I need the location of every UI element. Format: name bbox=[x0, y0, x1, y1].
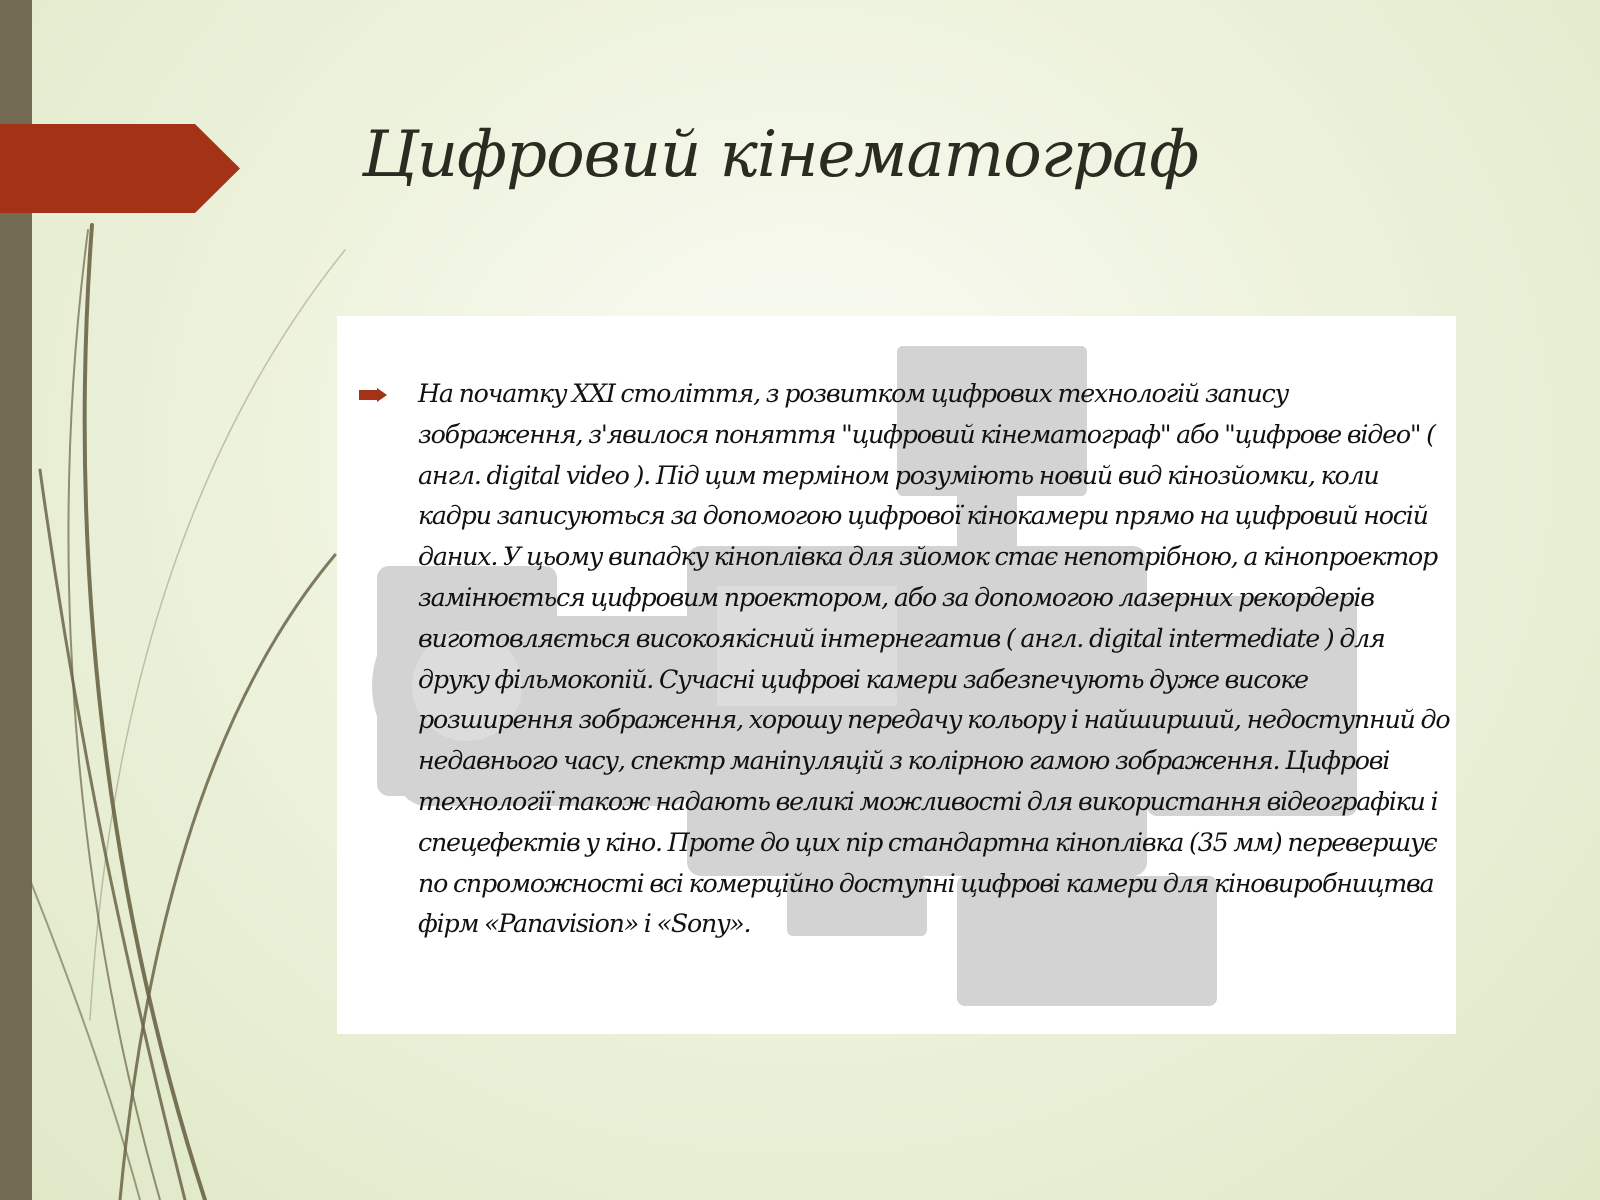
title-arrow-icon bbox=[0, 124, 240, 213]
slide-title: Цифровий кінематограф bbox=[362, 118, 1199, 192]
body-text: На початку XXI століття, з розвитком цифрових технологій запису зображення, з'явилося поняття "цифровий кінематограф" або "цифрове відео" ( англ. digital video ). Під цим терміном розуміють новий вид кінозйомки, коли кадри записуються за допомогою цифрової кінокамери прямо на цифровий носій даних. У цьому випадку кіноплівка для зйомок стає непотрібною, а кінопроектор замінюється цифровим проектором, або за допомогою лазерних рекордерів виготовляється високоякісний інтернегатив ( англ. digital intermediate ) для друку фільмокопій. Сучасні цифрові камери забезпечують дуже високе розширення зображення, хорошу передачу кольору і найширший, недоступний до недавнього часу, спектр маніпуляцій з колірною гамою зображення. Цифрові технології також надають великі можливості для використання відеографіки і спецефектів у кіно. Проте до цих пір стандартна кіноплівка (35 мм) перевершує по спроможності всі комерційно доступні цифрові камери для кіновиробництва фірм «Panavision» і «Sony». bbox=[418, 379, 1450, 939]
arrow-bullet-icon bbox=[359, 388, 387, 402]
content-box bbox=[337, 316, 1456, 1034]
